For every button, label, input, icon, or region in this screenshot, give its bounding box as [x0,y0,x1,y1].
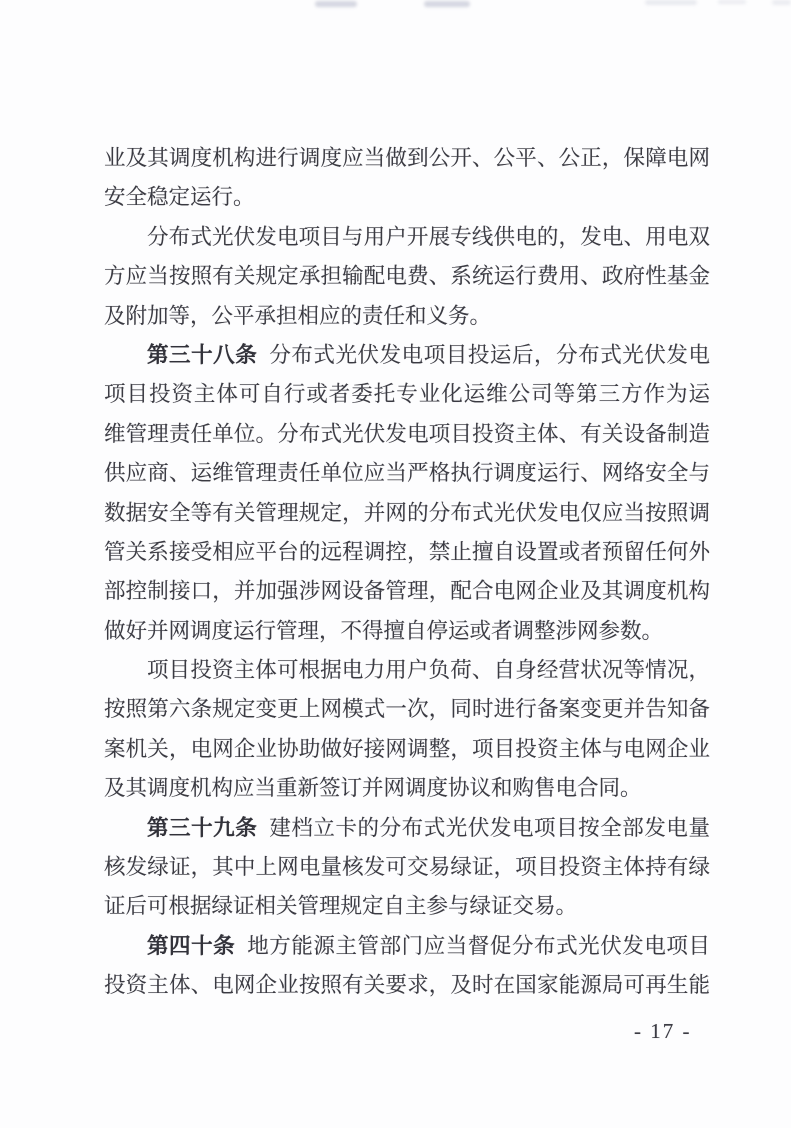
article-number: 第三十九条 [147,815,258,840]
scan-artifact [315,1,357,7]
text-line: 第三十九条 建档立卡的分布式光伏发电项目按全部发电量 [147,815,710,840]
text-line: 项目投资主体可自行或者委托专业化运维公司等第三方作为运 [104,382,710,407]
document-body [104,139,710,1006]
scan-artifact [645,0,697,5]
text-line: 维管理责任单位。分布式光伏发电项目投资主体、有关设备制造 [104,421,710,446]
page-number: - 17 - [634,1019,692,1043]
text-line: 部控制接口，并加强涉网设备管理，配合电网企业及其调度机构 [104,579,710,604]
article-number: 第三十八条 [147,342,258,367]
text-line: 安全稳定运行。 [104,185,255,210]
text-line: 第三十八条 分布式光伏发电项目投运后，分布式光伏发电 [147,342,710,367]
text-line: 证后可根据绿证相关管理规定自主参与绿证交易。 [104,894,578,919]
text-line: 投资主体、电网企业按照有关要求，及时在国家能源局可再生能 [104,973,710,998]
text-line: 供应商、运维管理责任单位应当严格执行调度运行、网络安全与 [104,461,710,486]
text-line: 数据安全等有关管理规定，并网的分布式光伏发电仅应当按照调 [104,500,710,525]
text-line: 按照第六条规定变更上网模式一次，同时进行备案变更并告知备 [104,697,710,722]
text-line: 及其调度机构应当重新签订并网调度协议和购售电合同。 [104,776,642,801]
text-line: 及附加等，公平承担相应的责任和义务。 [104,303,492,328]
text-line: 做好并网调度运行管理，不得擅自停运或者调整涉网参数。 [104,618,664,643]
scan-artifact [424,1,470,7]
text-line: 核发绿证，其中上网电量核发可交易绿证，项目投资主体持有绿 [104,855,710,880]
text-line: 第四十条 地方能源主管部门应当督促分布式光伏发电项目 [147,933,710,958]
text-line: 方应当按照有关规定承担输配电费、系统运行费用、政府性基金 [104,264,710,289]
text-line: 业及其调度机构进行调度应当做到公开、公平、公正，保障电网 [104,146,710,170]
text-line: 分布式光伏发电项目与用户开展专线供电的，发电、用电双 [147,224,710,249]
text-line: 案机关，电网企业协助做好接网调整，项目投资主体与电网企业 [104,736,710,761]
text-line: 管关系接受相应平台的远程调控，禁止擅自设置或者预留任何外 [104,539,710,564]
scan-artifact [718,0,746,4]
scan-artifact [772,0,791,5]
article-number: 第四十条 [147,933,236,958]
text-line: 项目投资主体可根据电力用户负荷、自身经营状况等情况， [147,658,710,683]
